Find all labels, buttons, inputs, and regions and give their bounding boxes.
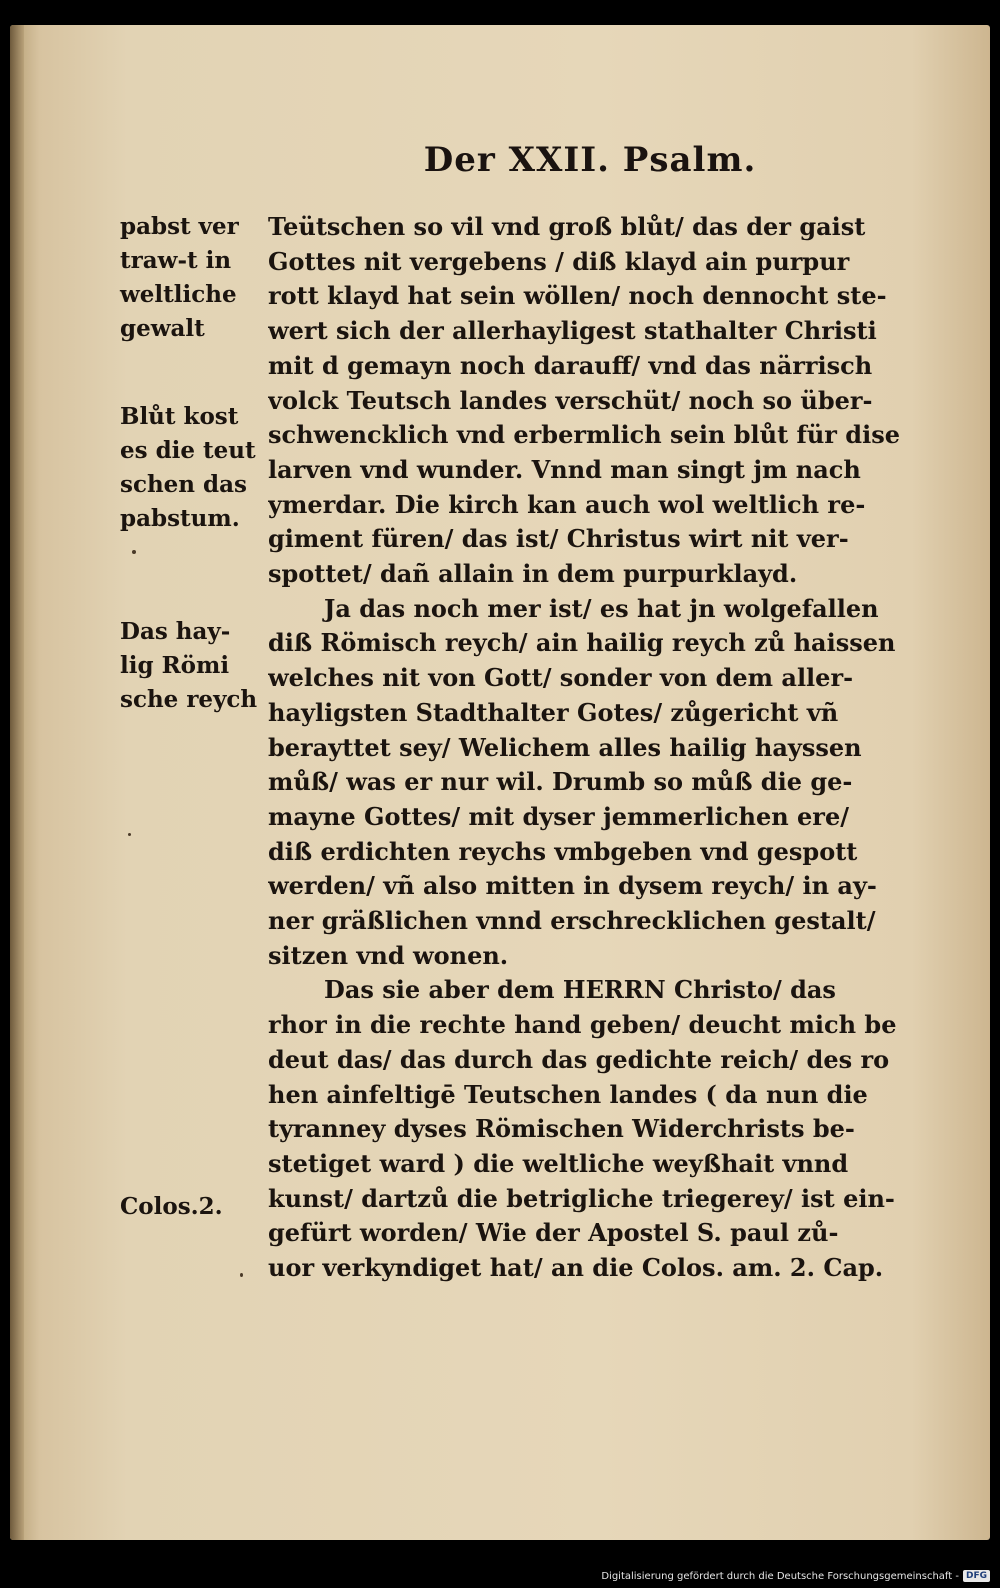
margin-note-line: traw-t in [120,247,232,274]
text-line: hen ainfeltigē Teutschen landes ( da nun die [268,1079,868,1109]
text-line: diß Römisch reych/ ain hailig reych zů haissen [268,628,896,658]
ink-speck [132,550,136,554]
ink-speck [128,833,131,836]
margin-note-line: lig Römi [120,652,230,679]
margin-note-line: sche reych [120,686,258,713]
margin-note-line: schen das [120,471,247,498]
margin-note-2 [120,400,270,536]
main-text-block [268,210,933,1286]
text-line: hayligsten Stadthalter Gotes/ zůgericht vñ [268,697,839,727]
digitization-credit [601,1570,990,1582]
text-line: spottet/ dañ allain in dem purpurklayd. [268,559,798,589]
margin-note-4 [120,1190,270,1224]
text-line: schwencklich vnd erbermlich sein blůt für dise [268,420,900,450]
text-line: diß erdichten reychs vmbgeben vnd gespott [268,836,858,866]
ink-speck [240,1273,243,1277]
text-line: mit d gemayn noch darauff/ vnd das närrisch [268,350,873,380]
text-line: giment füren/ das ist/ Christus wirt nit ver- [268,524,849,554]
margin-note-line: weltliche [120,281,237,308]
text-line: sitzen vnd wonen. [268,940,509,970]
text-line: rott klayd hat sein wöllen/ noch dennocht ste- [268,281,887,311]
text-line: werden/ vñ also mitten in dysem reych/ in ay- [268,871,877,901]
text-line: berayttet sey/ Welichem alles hailig hayssen [268,732,862,762]
text-line: larven vnd wunder. Vnnd man singt jm nach [268,454,861,484]
dfg-logo: DFG [963,1570,990,1582]
credit-text: Digitalisierung gefördert durch die Deutsche Forschungsgemeinschaft - [601,1570,959,1582]
text-line: tyranney dyses Römischen Widerchrists be- [268,1114,855,1144]
paragraph-start-line: Das sie aber dem HERRN Christo/ das [324,975,836,1005]
text-line: Gottes nit vergebens / diß klayd ain purpur [268,246,850,276]
book-page [10,25,990,1540]
text-line: welches nit von Gott/ sonder von dem aller- [268,663,854,693]
paragraph-start-line: Ja das noch mer ist/ es hat jn wolgefallen [324,593,879,623]
margin-note-1 [120,210,270,346]
text-line: gefürt worden/ Wie der Apostel S. paul zů- [268,1218,839,1248]
margin-note-3 [120,615,270,717]
margin-note-line: Blůt kost [120,403,239,430]
text-line: rhor in die rechte hand geben/ deucht mich be [268,1010,897,1040]
text-line: Teütschen so vil vnd groß blůt/ das der gaist [268,212,866,241]
text-line: kunst/ dartzů die betrigliche triegerey/ ist ein- [268,1183,895,1213]
text-line: deut das/ das durch das gedichte reich/ des ro [268,1044,890,1074]
text-line: volck Teutsch landes verschüt/ noch so über- [268,385,873,415]
text-line: můß/ was er nur wil. Drumb so můß die ge- [268,767,853,797]
running-header: Der XXII. Psalm. [423,140,757,180]
text-line: uor verkyndiget hat/ an die Colos. am. 2. Cap. [268,1253,884,1283]
margin-note-line: gewalt [120,315,205,342]
margin-note-line: pabstum. [120,505,240,532]
margin-note-line: Das hay- [120,618,231,645]
text-line: ymerdar. Die kirch kan auch wol weltlich re- [268,489,866,519]
margin-note-line: Colos.2. [120,1193,223,1220]
text-line: mayne Gottes/ mit dyser jemmerlichen ere/ [268,801,849,831]
text-line: stetiget ward ) die weltliche weyßhait vnnd [268,1148,849,1178]
margin-note-line: es die teut [120,437,256,464]
text-line: wert sich der allerhayligest stathalter Christi [268,316,877,346]
margin-note-line: pabst ver [120,213,239,240]
text-line: ner gräßlichen vnnd erschrecklichen gestalt/ [268,906,876,936]
